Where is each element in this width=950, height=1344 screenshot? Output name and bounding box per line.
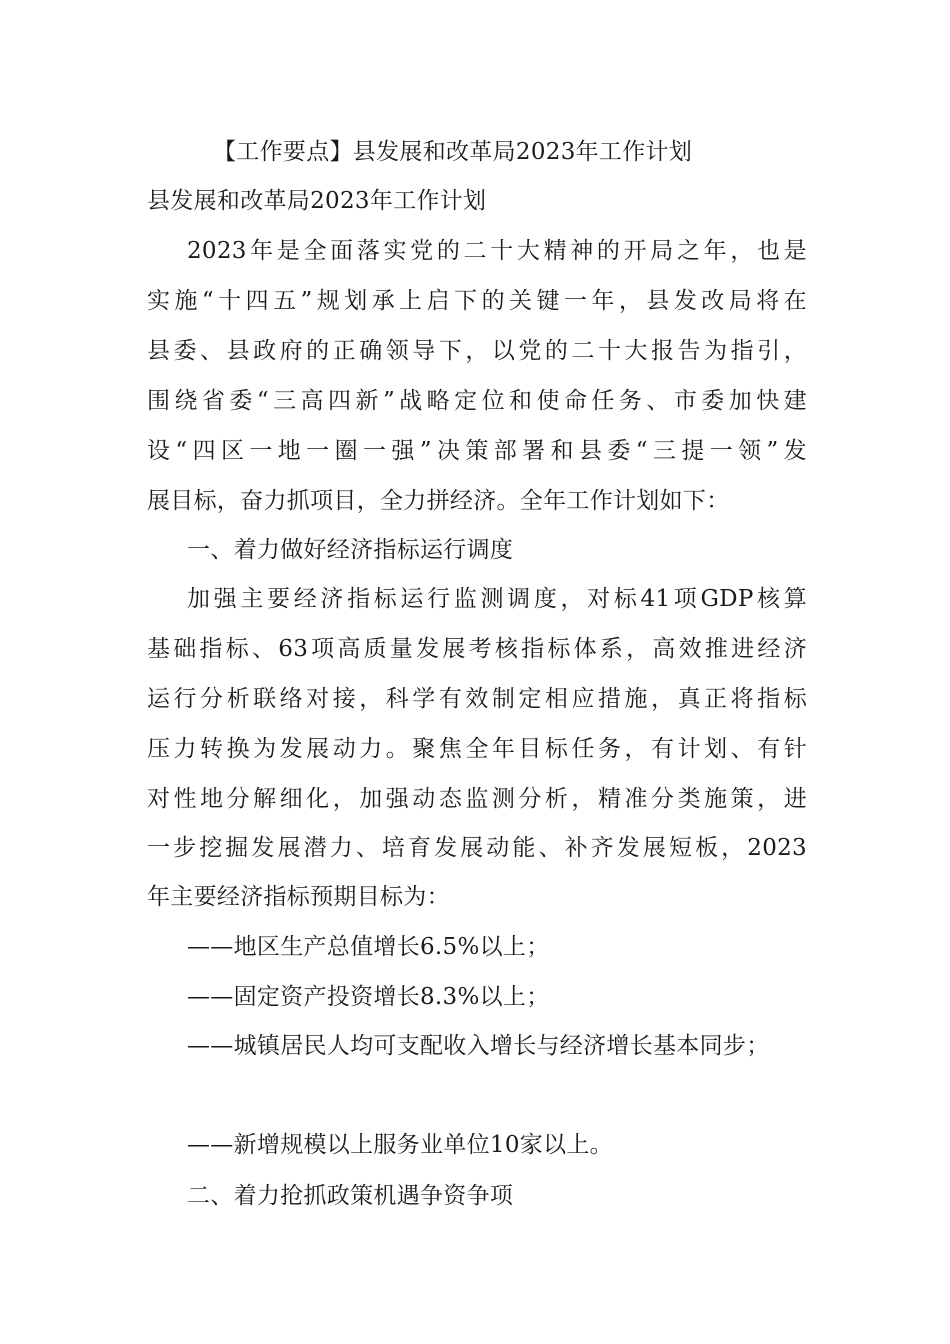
intro-line: 展目标，奋力抓项目，全力拼经济。全年工作计划如下： [147,488,730,514]
section-line: 运行分析联络对接，科学有效制定相应措施，真正将指标 [147,686,807,712]
intro-line: 2023年是全面落实党的二十大精神的开局之年，也是 [187,238,807,264]
document-title: 【工作要点】县发展和改革局2023年工作计划 [213,139,693,165]
intro-line: 设“四区一地一圈一强”决策部署和县委“三提一领”发 [147,438,807,464]
intro-line: 县委、县政府的正确领导下，以党的二十大报告为指引， [147,338,807,364]
section-line: 基础指标、63项高质量发展考核指标体系，高效推进经济 [147,636,807,662]
target-item: ——城镇居民人均可支配收入增长与经济增长基本同步； [187,1033,770,1059]
target-item: ——固定资产投资增长8.3%以上； [187,984,550,1010]
intro-line: 围绕省委“三高四新”战略定位和使命任务、市委加快建 [147,388,807,414]
target-item: ——新增规模以上服务业单位10家以上。 [187,1132,613,1158]
intro-line: 实施“十四五”规划承上启下的关键一年，县发改局将在 [147,288,807,314]
target-item: ——地区生产总值增长6.5%以上； [187,934,550,960]
section-line: 对性地分解细化，加强动态监测分析，精准分类施策，进 [147,786,807,812]
section-heading: 一、着力做好经济指标运行调度 [187,537,514,563]
section-heading: 二、着力抢抓政策机遇争资争项 [187,1183,514,1209]
document-subtitle: 县发展和改革局2023年工作计划 [147,188,487,214]
section-line: 加强主要经济指标运行监测调度，对标41项GDP核算 [187,586,807,612]
section-line: 压力转换为发展动力。聚焦全年目标任务，有计划、有针 [147,736,807,762]
section-line: 一步挖掘发展潜力、培育发展动能、补齐发展短板，2023 [147,835,807,861]
section-line: 年主要经济指标预期目标为： [147,884,450,910]
